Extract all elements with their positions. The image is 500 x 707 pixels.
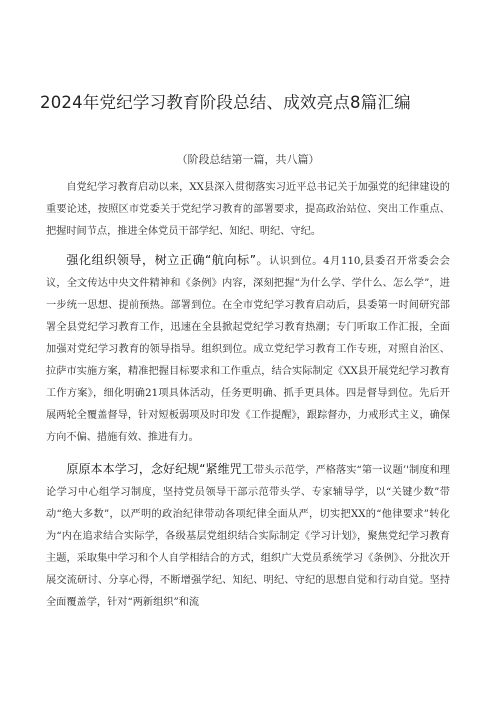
document-title: 2024年党纪学习教育阶段总结、成效亮点8篇汇编 xyxy=(40,93,411,112)
section-1-body: 认识到位。4月110,县委召开常委会会议，全文传达中央文件精神和《条例》内容，深刻把握“为什么学、学什么、怎么学”，进一步统一思想、提前预热。部署到位。在全市党纪学习教育启动后，县委第一时间研究部署全县党纪学习教育工作，迅速在全县掀起党纪学习教育热潮；专门听取工作汇报，全面加强对党纪学习教育的领导指导。组织到位。成立党纪学习教育工作专班，对照自治区、拉萨市实施方案，精准把握目标要求和工作重点，结合实际制定《XX县开展党纪学习教育工作方案》，细化明确21项具体活动，任务更明确、抓手更具体。四是督导到位。先后开展两轮全覆盖督导，针对短板弱项及时印发《工作提醒》，跟踪督办，力戒形式主义，确保方向不偏、措施有效、推进有力。 xyxy=(46,256,450,443)
section-2-paragraph xyxy=(46,458,450,614)
document-subtitle: （阶段总结第一篇，共八篇） xyxy=(176,153,320,166)
section-2-lead: 原原本本学习，念好纪规“紧维咒工 xyxy=(66,462,254,476)
section-1-lead: 强化组织领导，树立正确“航向标”。 xyxy=(66,253,270,267)
section-1-paragraph xyxy=(46,249,450,449)
section-2-body: 带头示范学，严格落实“第一议题’'制度和理论学习中心组学习制度，坚持党员领导干部示范带头学、专家辅导学，以“关键少数”带动“绝大多数”，以严明的政治纪律带动各项纪律全面从严，切实把XX的“他律要求”转化为“内在追求结合实际学，各级基层党组织结合实际制定《学习计划》，聚焦党纪学习教育主题，采取集中学习和个人自学相结合的方式，组织广大党员系统学习《条例》、分批次开展交流研讨、分享心得，不断增强学纪、知纪、明纪、守纪的思想自觉和行动自觉。坚持全面覆盖学，针对“两新组织”和流 xyxy=(46,465,450,608)
intro-paragraph: 自党纪学习教育启动以来，XX县深入贯彻落实习近平总书记关于加强党的纪律建设的重要论述，按照区市党委关于党纪学习教育的部署要求，提高政治站位、突出工作重点、把握时间节点，推进全体党员干部学纪、知纪、明纪、守纪。 xyxy=(46,182,450,237)
